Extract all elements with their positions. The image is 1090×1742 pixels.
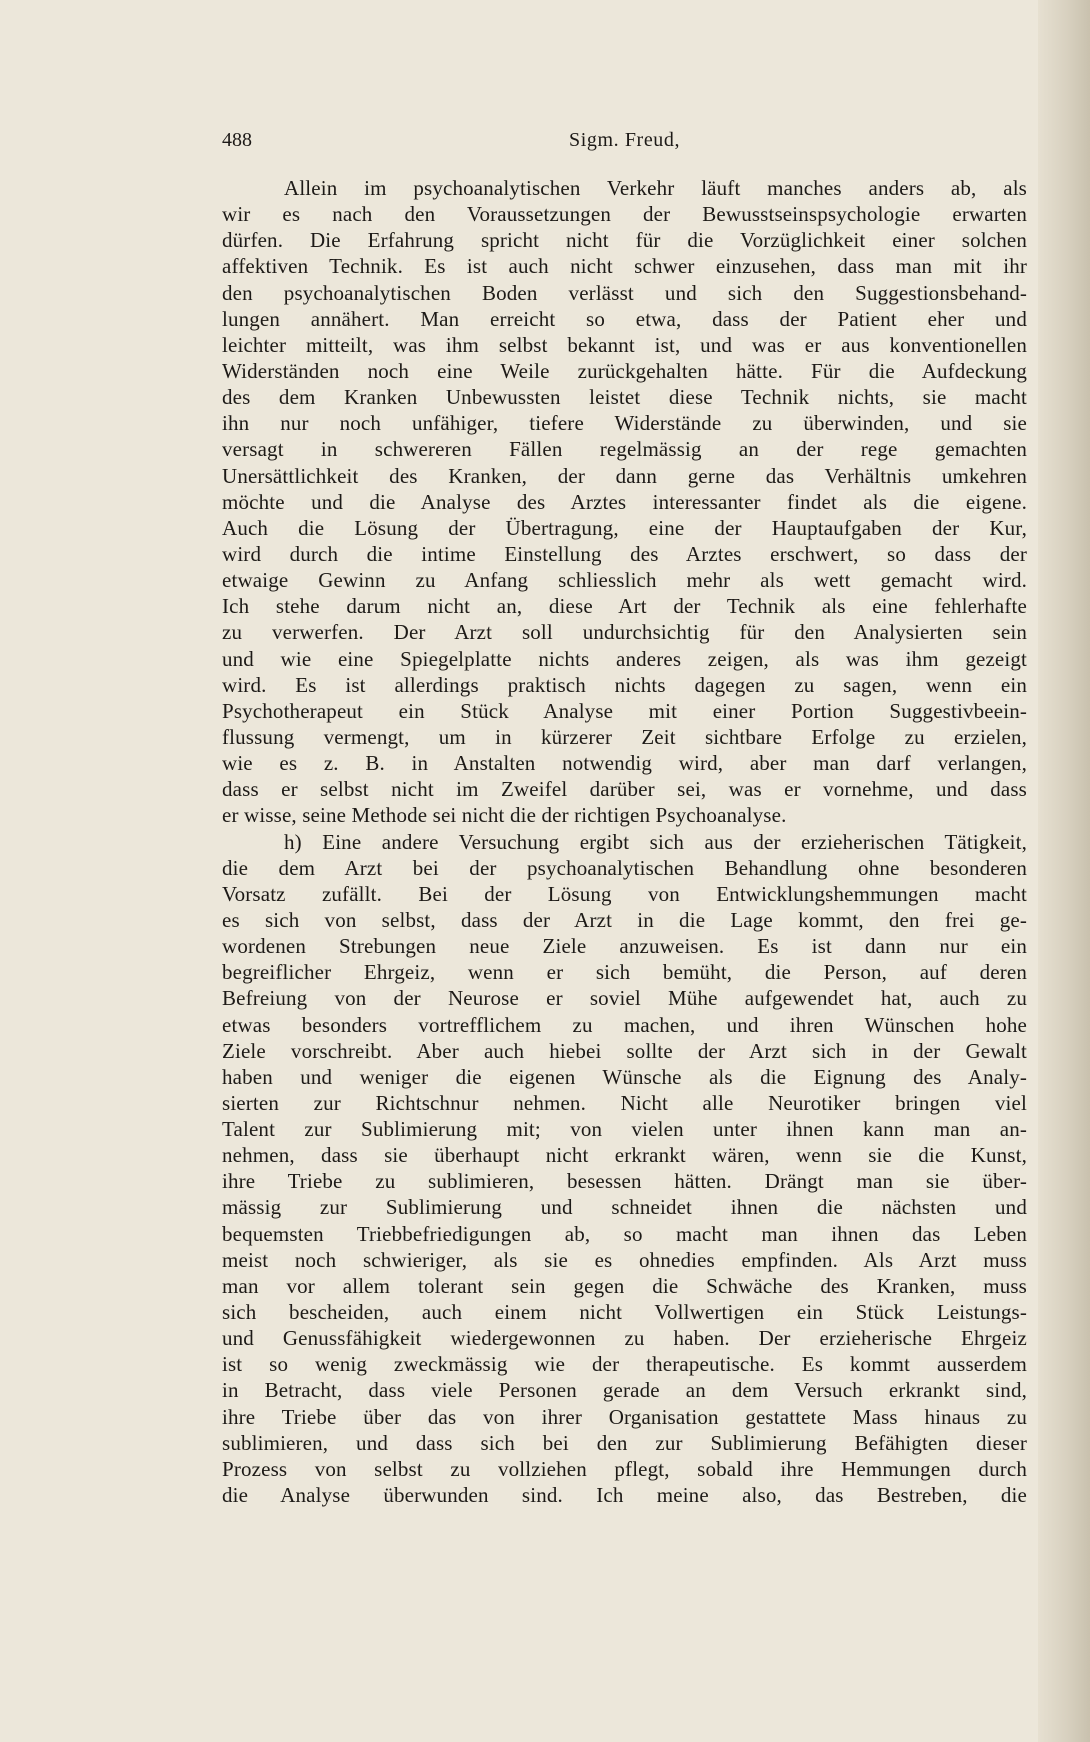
text-line: leichter mitteilt, was ihm selbst bekannt ist, und was er aus konventionellen	[222, 332, 1027, 357]
text-line: den psychoanalytischen Boden verlässt und sich den Suggestionsbehand-	[222, 280, 1027, 305]
text-line: Talent zur Sublimierung mit; von vielen unter ihnen kann man an-	[222, 1117, 1027, 1142]
text-line: er wisse, seine Methode sei nicht die der richtigen Psychoanalyse.	[222, 803, 787, 828]
text-line: die Analyse überwunden sind. Ich meine also, das Bestreben, die	[222, 1483, 1027, 1508]
text-line: haben und weniger die eigenen Wünsche als die Eignung des Analy-	[222, 1064, 1027, 1089]
running-head: Sigm. Freud,	[569, 129, 681, 151]
text-line: und wie eine Spiegelplatte nichts anderes zeigen, als was ihm gezeigt	[222, 646, 1027, 671]
text-line: sich bescheiden, auch einem nicht Vollwertigen ein Stück Leistungs-	[222, 1300, 1027, 1325]
text-line: versagt in schwereren Fällen regelmässig an der rege gemachten	[222, 437, 1027, 462]
text-line: ihn nur noch unfähiger, tiefere Widerstände zu überwinden, und sie	[222, 411, 1027, 436]
page-header	[222, 126, 1034, 154]
text-line: Widerständen noch eine Weile zurückgehalten hätte. Für die Aufdeckung	[222, 358, 1027, 383]
text-line: man vor allem tolerant sein gegen die Schwäche des Kranken, muss	[222, 1273, 1027, 1298]
text-line: Ziele vorschreibt. Aber auch hiebei sollte der Arzt sich in der Gewalt	[222, 1038, 1027, 1063]
text-line: Psychotherapeut ein Stück Analyse mit einer Portion Suggestivbeein-	[222, 698, 1027, 723]
text-line: etwas besonders vortrefflichem zu machen, und ihren Wünschen hohe	[222, 1012, 1027, 1037]
text-line: affektiven Technik. Es ist auch nicht schwer einzusehen, dass man mit ihr	[222, 254, 1027, 279]
text-line: ist so wenig zweckmässig wie der therapeutische. Es kommt ausserdem	[222, 1352, 1027, 1377]
text-line: nehmen, dass sie überhaupt nicht erkrankt wären, wenn sie die Kunst,	[222, 1143, 1027, 1168]
text-line: flussung vermengt, um in kürzerer Zeit sichtbare Erfolge zu erzielen,	[222, 724, 1027, 749]
text-line: etwaige Gewinn zu Anfang schliesslich mehr als wett gemacht wird.	[222, 568, 1027, 593]
text-line: Auch die Lösung der Übertragung, eine der Hauptaufgaben der Kur,	[222, 515, 1027, 540]
text-line: ihre Triebe über das von ihrer Organisation gestattete Mass hinaus zu	[222, 1404, 1027, 1429]
text-line: dass er selbst nicht im Zweifel darüber sei, was er vornehme, und dass	[222, 777, 1027, 802]
text-line: h) Eine andere Versuchung ergibt sich aus der erzieherischen Tätigkeit,	[284, 829, 1027, 854]
text-line: dürfen. Die Erfahrung spricht nicht für die Vorzüglichkeit einer solchen	[222, 228, 1027, 253]
text-line: meist noch schwieriger, als sie es ohnedies empfinden. Als Arzt muss	[222, 1247, 1027, 1272]
text-line: wie es z. B. in Anstalten notwendig wird, aber man darf verlangen,	[222, 751, 1027, 776]
text-line: zu verwerfen. Der Arzt soll undurchsichtig für den Analysierten sein	[222, 620, 1027, 645]
text-line: lungen annähert. Man erreicht so etwa, dass der Patient eher und	[222, 306, 1027, 331]
text-line: bequemsten Triebbefriedigungen ab, so macht man ihnen das Leben	[222, 1221, 1027, 1246]
text-line: des dem Kranken Unbewussten leistet diese Technik nichts, sie macht	[222, 385, 1027, 410]
page-number: 488	[222, 129, 252, 151]
text-line: Allein im psychoanalytischen Verkehr läuft manches anders ab, als	[284, 176, 1027, 200]
text-line: begreiflicher Ehrgeiz, wenn er sich bemüht, die Person, auf deren	[222, 960, 1027, 985]
text-line: Ich stehe darum nicht an, diese Art der Technik als eine fehlerhafte	[222, 594, 1027, 619]
text-line: wordenen Strebungen neue Ziele anzuweisen. Es ist dann nur ein	[222, 934, 1027, 959]
text-line: Prozess von selbst zu vollziehen pflegt, sobald ihre Hemmungen durch	[222, 1456, 1027, 1481]
text-line: Vorsatz zufällt. Bei der Lösung von Entwicklungshemmungen macht	[222, 881, 1027, 906]
body-text	[222, 175, 1027, 1508]
text-line: wird. Es ist allerdings praktisch nichts dagegen zu sagen, wenn ein	[222, 672, 1027, 697]
text-line: und Genussfähigkeit wiedergewonnen zu haben. Der erzieherische Ehrgeiz	[222, 1326, 1027, 1351]
text-line: Unersättlichkeit des Kranken, der dann gerne das Verhältnis umkehren	[222, 463, 1027, 488]
text-line: die dem Arzt bei der psychoanalytischen Behandlung ohne besonderen	[222, 855, 1027, 880]
text-line: in Betracht, dass viele Personen gerade an dem Versuch erkrankt sind,	[222, 1378, 1027, 1403]
text-line: ihre Triebe zu sublimieren, besessen hätten. Drängt man sie über-	[222, 1169, 1027, 1194]
text-line: Befreiung von der Neurose er soviel Mühe aufgewendet hat, auch zu	[222, 986, 1027, 1011]
text-line: sierten zur Richtschnur nehmen. Nicht alle Neurotiker bringen viel	[222, 1090, 1027, 1115]
text-line: wird durch die intime Einstellung des Arztes erschwert, so dass der	[222, 541, 1027, 566]
text-line: sublimieren, und dass sich bei den zur Sublimierung Befähigten dieser	[222, 1430, 1027, 1455]
text-line: möchte und die Analyse des Arztes interessanter findet als die eigene.	[222, 489, 1027, 514]
text-line: wir es nach den Voraussetzungen der Bewusstseinspsychologie erwarten	[222, 202, 1027, 227]
text-line: mässig zur Sublimierung und schneidet ihnen die nächsten und	[222, 1195, 1027, 1220]
text-line: es sich von selbst, dass der Arzt in die Lage kommt, den frei ge-	[222, 907, 1027, 932]
